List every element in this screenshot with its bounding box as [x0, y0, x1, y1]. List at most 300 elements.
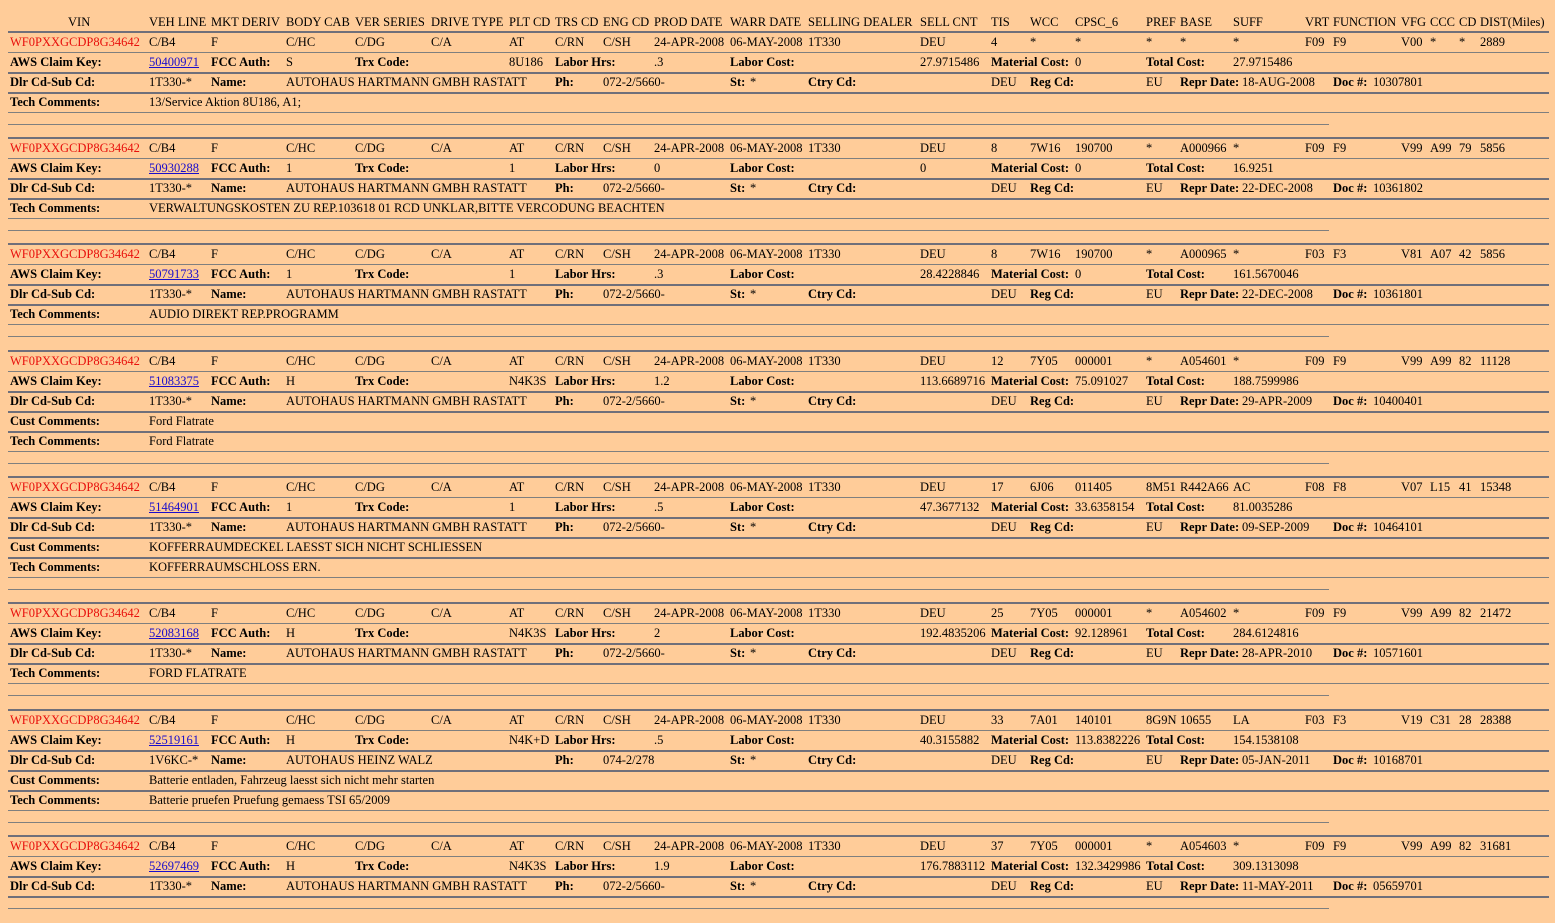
record-suff: LA — [1233, 713, 1250, 727]
col-header-veh-line: VEH LINE — [149, 15, 207, 29]
row-divider — [8, 577, 1549, 578]
row-divider — [8, 218, 1549, 219]
record-wcc: 7Y05 — [1030, 354, 1058, 368]
dlr-cd-label: Dlr Cd-Sub Cd: — [10, 75, 96, 89]
fcc-auth-value: H — [286, 733, 296, 747]
record-cd: * — [1459, 35, 1466, 49]
record-warr-date: 06-MAY-2008 — [730, 606, 803, 620]
record-spacer-line — [8, 230, 1329, 231]
record-ccc: L15 — [1430, 480, 1451, 494]
material-cost-value: 0 — [1075, 161, 1082, 175]
record-plt-cd: AT — [509, 839, 525, 853]
row-divider — [8, 856, 1549, 857]
record-pref: * — [1146, 247, 1153, 261]
repr-date-label: Repr Date: — [1180, 394, 1240, 408]
dealer-name-value: AUTOHAUS HARTMANN GMBH RASTATT — [286, 646, 527, 660]
dealer-name-label: Name: — [211, 879, 247, 893]
tech-comments-value: KOFFERRAUMSCHLOSS ERN. — [149, 560, 321, 574]
record-wcc: * — [1030, 35, 1037, 49]
col-header-suff: SUFF — [1233, 15, 1263, 29]
labor-hrs-value: 1.2 — [654, 374, 670, 388]
record-cpsc-6: * — [1075, 35, 1082, 49]
doc-value: 05659701 — [1373, 879, 1423, 893]
record-ver-series: C/DG — [355, 839, 385, 853]
tech-comments-label: Tech Comments: — [10, 793, 101, 807]
phone-value: 072-2/5660- — [603, 520, 665, 534]
fcc-auth-label: FCC Auth: — [211, 374, 271, 388]
labor-hrs-value: .5 — [654, 733, 664, 747]
phone-label: Ph: — [555, 646, 574, 660]
record-vin: WF0PXXGCDP8G34642 — [10, 247, 140, 261]
labor-cost-label: Labor Cost: — [730, 267, 795, 281]
fcc-auth-value: H — [286, 626, 296, 640]
tech-comments-value: AUDIO DIREKT REP.PROGRAMM — [149, 307, 339, 321]
dealer-name-label: Name: — [211, 181, 247, 195]
dealer-name-value: AUTOHAUS HARTMANN GMBH RASTATT — [286, 879, 527, 893]
dealer-name-label: Name: — [211, 646, 247, 660]
labor-cost-value: 176.7883112 — [920, 859, 986, 873]
record-suff: * — [1233, 35, 1240, 49]
record-suff: * — [1233, 839, 1240, 853]
record-tis: 8 — [991, 141, 998, 155]
row-divider — [8, 683, 1549, 684]
record-function: F9 — [1333, 35, 1347, 49]
record-selling-dealer: 1T330 — [808, 480, 841, 494]
record-sell-cnt: DEU — [920, 839, 946, 853]
record-pref: * — [1146, 354, 1153, 368]
dealer-name-value: AUTOHAUS HARTMANN GMBH RASTATT — [286, 394, 527, 408]
record-base: A000965 — [1180, 247, 1227, 261]
aws-claim-key-link[interactable]: 50930288 — [149, 161, 199, 175]
row-divider — [8, 52, 1549, 53]
dealer-name-label: Name: — [211, 394, 247, 408]
tech-comments-value: FORD FLATRATE — [149, 666, 247, 680]
reg-cd-label: Reg Cd: — [1030, 394, 1075, 408]
st-value: * — [750, 753, 757, 767]
record-drive-type: C/A — [431, 247, 452, 261]
record-dist: 21472 — [1480, 606, 1512, 620]
record-selling-dealer: 1T330 — [808, 713, 841, 727]
trx-code-label: Trx Code: — [355, 733, 410, 747]
record-cd: 82 — [1459, 354, 1472, 368]
labor-cost-label: Labor Cost: — [730, 500, 795, 514]
ctry-cd-value: DEU — [991, 879, 1017, 893]
total-cost-label: Total Cost: — [1146, 859, 1205, 873]
record-dist: 11128 — [1480, 354, 1511, 368]
record-wcc: 7W16 — [1030, 247, 1061, 261]
record-veh-line: C/B4 — [149, 606, 176, 620]
st-label: St: — [730, 394, 746, 408]
col-header-prod-date: PROD DATE — [654, 15, 723, 29]
record-mkt-deriv: F — [211, 354, 218, 368]
record-function: F9 — [1333, 354, 1347, 368]
dlr-cd-value: 1T330-* — [149, 879, 193, 893]
record-base: A000966 — [1180, 141, 1227, 155]
repr-date-label: Repr Date: — [1180, 287, 1240, 301]
doc-label: Doc #: — [1333, 879, 1368, 893]
aws-claim-key-label: AWS Claim Key: — [10, 374, 102, 388]
dlr-cd-label: Dlr Cd-Sub Cd: — [10, 879, 96, 893]
record-base: A054603 — [1180, 839, 1227, 853]
total-cost-value: 161.5670046 — [1233, 267, 1299, 281]
fcc-auth-value: S — [286, 55, 293, 69]
record-drive-type: C/A — [431, 606, 452, 620]
record-tis: 4 — [991, 35, 998, 49]
record-vrt: F09 — [1305, 606, 1325, 620]
record-dist: 5856 — [1480, 247, 1505, 261]
labor-cost-label: Labor Cost: — [730, 161, 795, 175]
record-eng-cd: C/SH — [603, 480, 631, 494]
trx-code-value: N4K3S — [509, 859, 547, 873]
trx-code-value: 1 — [509, 267, 516, 281]
record-cpsc-6: 140101 — [1075, 713, 1113, 727]
ctry-cd-label: Ctry Cd: — [808, 287, 857, 301]
record-trs-cd: C/RN — [555, 606, 585, 620]
dlr-cd-label: Dlr Cd-Sub Cd: — [10, 520, 96, 534]
doc-label: Doc #: — [1333, 394, 1368, 408]
col-header-drive-type: DRIVE TYPE — [431, 15, 504, 29]
dlr-cd-value: 1V6KC-* — [149, 753, 199, 767]
row-divider — [8, 112, 1549, 113]
material-cost-label: Material Cost: — [991, 626, 1070, 640]
aws-claim-key-link[interactable]: 50791733 — [149, 267, 199, 281]
labor-cost-value: 113.6689716 — [920, 374, 986, 388]
labor-hrs-value: 1.9 — [654, 859, 670, 873]
st-label: St: — [730, 181, 746, 195]
record-base: * — [1180, 35, 1187, 49]
record-ver-series: C/DG — [355, 480, 385, 494]
record-mkt-deriv: F — [211, 141, 218, 155]
record-prod-date: 24-APR-2008 — [654, 247, 725, 261]
record-tis: 37 — [991, 839, 1004, 853]
row-divider — [8, 158, 1549, 159]
cust-comments-label: Cust Comments: — [10, 773, 100, 787]
material-cost-label: Material Cost: — [991, 374, 1070, 388]
record-wcc: 7Y05 — [1030, 839, 1058, 853]
doc-value: 10168701 — [1373, 753, 1423, 767]
record-separator — [8, 350, 1549, 352]
reg-cd-value: EU — [1146, 646, 1163, 660]
reg-cd-label: Reg Cd: — [1030, 879, 1075, 893]
record-drive-type: C/A — [431, 35, 452, 49]
aws-claim-key-link[interactable]: 50400971 — [149, 55, 199, 69]
row-divider — [8, 264, 1549, 265]
col-header-vrt: VRT — [1305, 15, 1330, 29]
reg-cd-value: EU — [1146, 879, 1163, 893]
labor-hrs-value: .5 — [654, 500, 664, 514]
row-divider — [8, 431, 1549, 433]
dealer-name-value: AUTOHAUS HARTMANN GMBH RASTATT — [286, 287, 527, 301]
repr-date-label: Repr Date: — [1180, 879, 1240, 893]
record-selling-dealer: 1T330 — [808, 35, 841, 49]
record-ver-series: C/DG — [355, 606, 385, 620]
record-vin: WF0PXXGCDP8G34642 — [10, 480, 140, 494]
fcc-auth-value: 1 — [286, 267, 293, 281]
row-divider — [8, 730, 1549, 731]
labor-cost-value: 0 — [920, 161, 927, 175]
col-header-ccc: CCC — [1430, 15, 1456, 29]
col-header-pref: PREF — [1146, 15, 1176, 29]
record-plt-cd: AT — [509, 35, 525, 49]
col-header-cpsc-6: CPSC_6 — [1075, 15, 1119, 29]
dealer-name-label: Name: — [211, 753, 247, 767]
record-vfg: V00 — [1401, 35, 1423, 49]
record-spacer-line — [8, 463, 1329, 464]
record-mkt-deriv: F — [211, 247, 218, 261]
record-body-cab: C/HC — [286, 354, 316, 368]
record-trs-cd: C/RN — [555, 354, 585, 368]
material-cost-value: 33.6358154 — [1075, 500, 1135, 514]
record-cd: 82 — [1459, 606, 1472, 620]
record-ccc: A99 — [1430, 606, 1452, 620]
fcc-auth-label: FCC Auth: — [211, 267, 271, 281]
header-separator — [8, 31, 1549, 33]
record-tis: 8 — [991, 247, 998, 261]
record-plt-cd: AT — [509, 354, 525, 368]
total-cost-label: Total Cost: — [1146, 55, 1205, 69]
record-separator — [8, 476, 1549, 478]
total-cost-value: 188.7599986 — [1233, 374, 1299, 388]
record-ver-series: C/DG — [355, 713, 385, 727]
labor-hrs-label: Labor Hrs: — [555, 267, 616, 281]
record-plt-cd: AT — [509, 247, 525, 261]
trx-code-label: Trx Code: — [355, 161, 410, 175]
tech-comments-label: Tech Comments: — [10, 560, 101, 574]
record-veh-line: C/B4 — [149, 480, 176, 494]
labor-cost-label: Labor Cost: — [730, 626, 795, 640]
col-header-base: BASE — [1180, 15, 1212, 29]
col-header-ver-series: VER SERIES — [355, 15, 425, 29]
doc-label: Doc #: — [1333, 646, 1368, 660]
labor-cost-label: Labor Cost: — [730, 733, 795, 747]
col-header-eng-cd: ENG CD — [603, 15, 650, 29]
record-prod-date: 24-APR-2008 — [654, 35, 725, 49]
record-base: 10655 — [1180, 713, 1212, 727]
col-header-warr-date: WARR DATE — [730, 15, 802, 29]
record-plt-cd: AT — [509, 480, 525, 494]
record-tis: 17 — [991, 480, 1004, 494]
row-divider — [8, 623, 1549, 624]
phone-value: 072-2/5660- — [603, 879, 665, 893]
phone-value: 072-2/5660- — [603, 287, 665, 301]
labor-hrs-label: Labor Hrs: — [555, 626, 616, 640]
record-vrt: F03 — [1305, 247, 1325, 261]
record-mkt-deriv: F — [211, 713, 218, 727]
record-warr-date: 06-MAY-2008 — [730, 480, 803, 494]
tech-comments-label: Tech Comments: — [10, 666, 101, 680]
record-trs-cd: C/RN — [555, 247, 585, 261]
doc-label: Doc #: — [1333, 75, 1368, 89]
record-plt-cd: AT — [509, 713, 525, 727]
repr-date-value: 22-DEC-2008 — [1242, 181, 1313, 195]
labor-cost-value: 28.4228846 — [920, 267, 980, 281]
phone-value: 072-2/5660- — [603, 181, 665, 195]
ctry-cd-value: DEU — [991, 394, 1017, 408]
record-base: A054602 — [1180, 606, 1227, 620]
aws-claim-key-label: AWS Claim Key: — [10, 55, 102, 69]
ctry-cd-value: DEU — [991, 181, 1017, 195]
dlr-cd-label: Dlr Cd-Sub Cd: — [10, 646, 96, 660]
phone-value: 072-2/5660- — [603, 394, 665, 408]
record-wcc: 7A01 — [1030, 713, 1058, 727]
dealer-name-value: AUTOHAUS HARTMANN GMBH RASTATT — [286, 181, 527, 195]
record-vin: WF0PXXGCDP8G34642 — [10, 713, 140, 727]
st-value: * — [750, 287, 757, 301]
record-selling-dealer: 1T330 — [808, 839, 841, 853]
record-vin: WF0PXXGCDP8G34642 — [10, 606, 140, 620]
st-label: St: — [730, 646, 746, 660]
reg-cd-value: EU — [1146, 753, 1163, 767]
reg-cd-label: Reg Cd: — [1030, 287, 1075, 301]
record-mkt-deriv: F — [211, 480, 218, 494]
st-value: * — [750, 75, 757, 89]
fcc-auth-value: 1 — [286, 500, 293, 514]
record-vin: WF0PXXGCDP8G34642 — [10, 354, 140, 368]
labor-hrs-label: Labor Hrs: — [555, 55, 616, 69]
record-pref: * — [1146, 606, 1153, 620]
record-vfg: V19 — [1401, 713, 1423, 727]
phone-label: Ph: — [555, 75, 574, 89]
record-veh-line: C/B4 — [149, 247, 176, 261]
aws-claim-key-link[interactable]: 52083168 — [149, 626, 199, 640]
doc-value: 10361802 — [1373, 181, 1423, 195]
st-label: St: — [730, 879, 746, 893]
record-dist: 5856 — [1480, 141, 1505, 155]
record-function: F9 — [1333, 839, 1347, 853]
record-sell-cnt: DEU — [920, 713, 946, 727]
record-tis: 25 — [991, 606, 1004, 620]
row-divider — [8, 896, 1549, 898]
total-cost-label: Total Cost: — [1146, 733, 1205, 747]
record-vrt: F03 — [1305, 713, 1325, 727]
aws-claim-key-link[interactable]: 52519161 — [149, 733, 199, 747]
record-separator — [8, 709, 1549, 711]
record-plt-cd: AT — [509, 606, 525, 620]
record-eng-cd: C/SH — [603, 839, 631, 853]
record-spacer-line — [8, 124, 1329, 125]
doc-value: 10400401 — [1373, 394, 1423, 408]
cust-comments-label: Cust Comments: — [10, 540, 100, 554]
record-mkt-deriv: F — [211, 606, 218, 620]
col-header-body-cab: BODY CAB — [286, 15, 350, 29]
record-sell-cnt: DEU — [920, 480, 946, 494]
material-cost-label: Material Cost: — [991, 733, 1070, 747]
aws-claim-key-link[interactable]: 51083375 — [149, 374, 199, 388]
phone-value: 072-2/5660- — [603, 646, 665, 660]
record-cpsc-6: 190700 — [1075, 247, 1113, 261]
dealer-name-value: AUTOHAUS HARTMANN GMBH RASTATT — [286, 75, 527, 89]
trx-code-value: 1 — [509, 161, 516, 175]
record-body-cab: C/HC — [286, 141, 316, 155]
aws-claim-key-link[interactable]: 52697469 — [149, 859, 199, 873]
record-drive-type: C/A — [431, 480, 452, 494]
record-function: F3 — [1333, 713, 1347, 727]
reg-cd-label: Reg Cd: — [1030, 753, 1075, 767]
record-sell-cnt: DEU — [920, 35, 946, 49]
record-sell-cnt: DEU — [920, 141, 946, 155]
material-cost-label: Material Cost: — [991, 55, 1070, 69]
record-suff: AC — [1233, 480, 1251, 494]
labor-hrs-label: Labor Hrs: — [555, 161, 616, 175]
record-vfg: V99 — [1401, 606, 1423, 620]
dealer-name-label: Name: — [211, 520, 247, 534]
material-cost-label: Material Cost: — [991, 859, 1070, 873]
record-separator — [8, 137, 1549, 139]
record-body-cab: C/HC — [286, 606, 316, 620]
record-body-cab: C/HC — [286, 839, 316, 853]
material-cost-label: Material Cost: — [991, 267, 1070, 281]
dlr-cd-value: 1T330-* — [149, 181, 193, 195]
aws-claim-key-link[interactable]: 51464901 — [149, 500, 199, 514]
trx-code-value: 1 — [509, 500, 516, 514]
material-cost-value: 113.8382226 — [1075, 733, 1141, 747]
record-cd: 79 — [1459, 141, 1472, 155]
record-ver-series: C/DG — [355, 35, 385, 49]
st-value: * — [750, 394, 757, 408]
record-vrt: F09 — [1305, 354, 1325, 368]
ctry-cd-label: Ctry Cd: — [808, 646, 857, 660]
dlr-cd-value: 1T330-* — [149, 75, 193, 89]
record-wcc: 7Y05 — [1030, 606, 1058, 620]
labor-hrs-value: .3 — [654, 55, 664, 69]
cust-comments-value: Ford Flatrate — [149, 414, 214, 428]
repr-date-label: Repr Date: — [1180, 646, 1240, 660]
record-ccc: A99 — [1430, 141, 1452, 155]
record-cd: 41 — [1459, 480, 1472, 494]
phone-label: Ph: — [555, 753, 574, 767]
record-spacer-line — [8, 336, 1329, 337]
ctry-cd-label: Ctry Cd: — [808, 879, 857, 893]
ctry-cd-value: DEU — [991, 646, 1017, 660]
dealer-name-label: Name: — [211, 75, 247, 89]
record-sell-cnt: DEU — [920, 606, 946, 620]
record-vfg: V81 — [1401, 247, 1423, 261]
st-value: * — [750, 181, 757, 195]
total-cost-label: Total Cost: — [1146, 161, 1205, 175]
trx-code-label: Trx Code: — [355, 626, 410, 640]
total-cost-label: Total Cost: — [1146, 374, 1205, 388]
record-tis: 33 — [991, 713, 1004, 727]
dealer-name-value: AUTOHAUS HEINZ WALZ — [286, 753, 433, 767]
record-suff: * — [1233, 606, 1240, 620]
cust-comments-value: KOFFERRAUMDECKEL LAESST SICH NICHT SCHLIESSEN — [149, 540, 483, 554]
reg-cd-value: EU — [1146, 181, 1163, 195]
col-header-mkt-deriv: MKT DERIV — [211, 15, 280, 29]
record-vfg: V99 — [1401, 141, 1423, 155]
record-mkt-deriv: F — [211, 839, 218, 853]
record-vfg: V07 — [1401, 480, 1423, 494]
record-suff: * — [1233, 247, 1240, 261]
st-value: * — [750, 520, 757, 534]
ctry-cd-label: Ctry Cd: — [808, 753, 857, 767]
record-prod-date: 24-APR-2008 — [654, 606, 725, 620]
total-cost-label: Total Cost: — [1146, 626, 1205, 640]
record-base: R442A66 — [1180, 480, 1229, 494]
record-veh-line: C/B4 — [149, 354, 176, 368]
record-ver-series: C/DG — [355, 141, 385, 155]
aws-claim-key-label: AWS Claim Key: — [10, 267, 102, 281]
repr-date-value: 28-APR-2010 — [1242, 646, 1313, 660]
col-header-wcc: WCC — [1030, 15, 1059, 29]
trx-code-value: N4K+D — [509, 733, 550, 747]
fcc-auth-label: FCC Auth: — [211, 733, 271, 747]
record-ccc: C31 — [1430, 713, 1451, 727]
dlr-cd-value: 1T330-* — [149, 646, 193, 660]
tech-comments-label: Tech Comments: — [10, 95, 101, 109]
dlr-cd-label: Dlr Cd-Sub Cd: — [10, 753, 96, 767]
doc-value: 10307801 — [1373, 75, 1423, 89]
aws-claim-key-label: AWS Claim Key: — [10, 626, 102, 640]
